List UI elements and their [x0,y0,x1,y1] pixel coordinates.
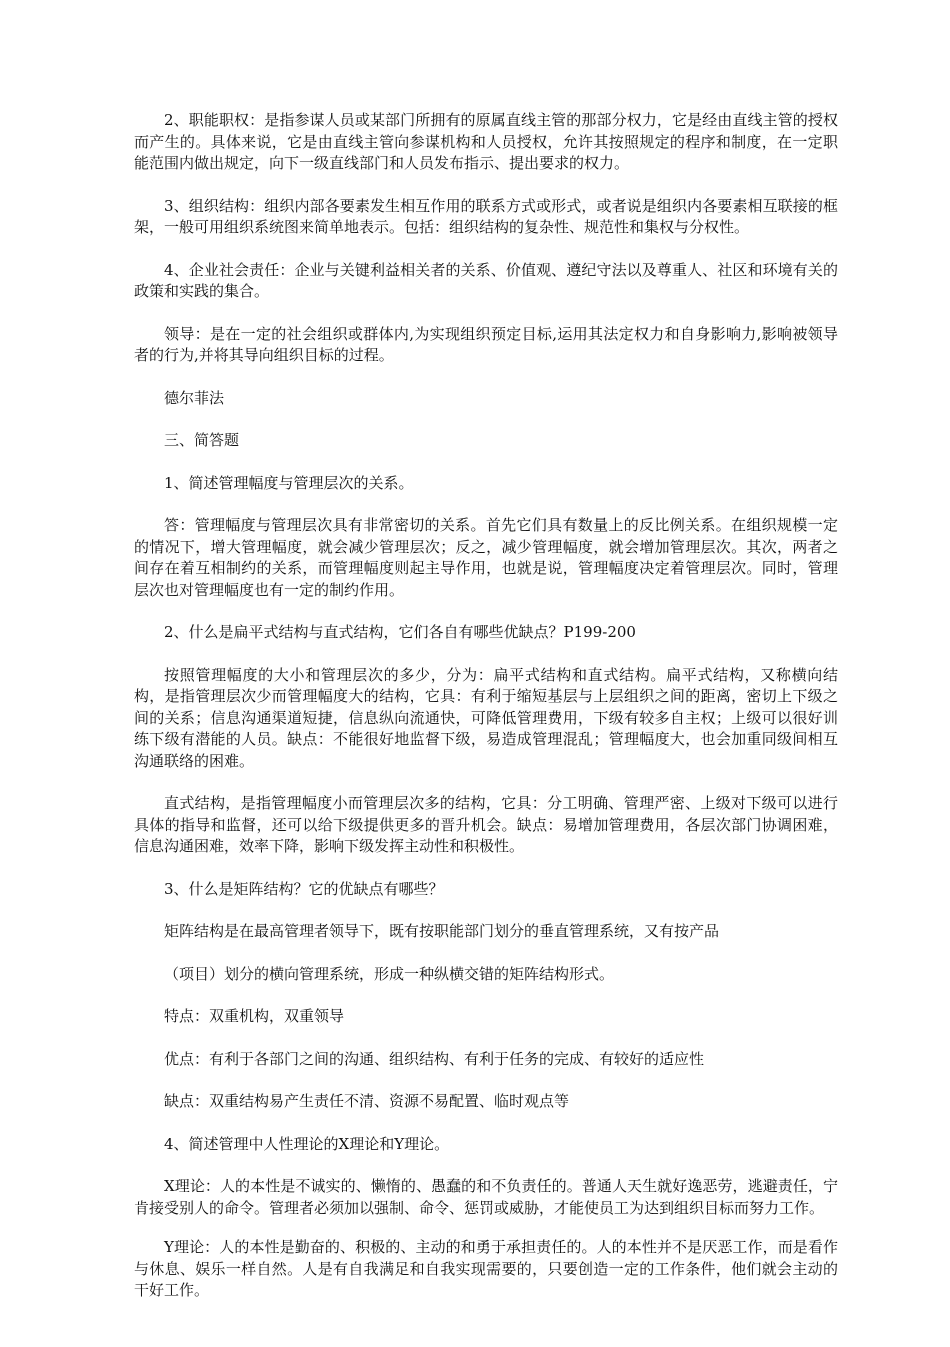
answer-3-part-1: 矩阵结构是在最高管理者领导下，既有按职能部门划分的垂直管理系统，又有按产品 [164,922,720,940]
answer-1: 答：管理幅度与管理层次具有非常密切的关系。首先它们具有数量上的反比例关系。在组织规模一定的情况下，增大管理幅度，就会减少管理层次；反之，减少管理幅度，就会增加管理层次。其次，两者之间存在着互相制约的关系，而管理幅度则起主导作用，也就是说，管理幅度决定着管理层次。同时，管理层次也对管理幅度也有一定的制约作用。 [134,516,838,599]
answer-3-features: 特点：双重机构，双重领导 [164,1007,345,1025]
answer-3-part-2: （项目）划分的横向管理系统，形成一种纵横交错的矩阵结构形式。 [164,964,615,983]
definition-functional-authority: 2、职能职权：是指参谋人员或某部门所拥有的原属直线主管的那部分权力，它是经由直线主管的授权而产生的。具体来说，它是由直线主管向参谋机构和人员授权，允许其按照规定的程序和制度，在一定职能范围内做出规定，向下一级直线部门和人员发布指示、提出要求的权力。 [134,111,838,172]
answer-2-flat-structure: 按照管理幅度的大小和管理层次的多少，分为：扁平式结构和直式结构。扁平式结构，又称横向结构，是指管理层次少而管理幅度大的结构，它具：有利于缩短基层与上层组织之间的距离，密切上下级之间的关系；信息沟通渠道短捷，信息纵向流通快，可降低管理费用，下级有较多自主权；上级可以很好训练下级有潜能的人员。缺点：不能很好地监督下级，易造成管理混乱；管理幅度大，也会加重同级间相互沟通联络的困难。 [134,665,838,770]
definition-leadership: 领导：是在一定的社会组织或群体内,为实现组织预定目标,运用其法定权力和自身影响力,影响被领导者的行为,并将其导向组织目标的过程。 [134,324,838,364]
answer-3-disadvantages: 缺点：双重结构易产生责任不清、资源不易配置、临时观点等 [164,1092,570,1110]
document-page [134,110,838,1323]
question-4: 4、简述管理中人性理论的X理论和Y理论。 [164,1134,450,1153]
definition-corporate-social-responsibility: 4、企业社会责任：企业与关键利益相关者的关系、价值观、遵纪守法以及尊重人、社区和环境有关的政策和实践的集合。 [134,260,838,300]
term-delphi-method: 德尔菲法 [164,388,225,407]
question-3: 3、什么是矩阵结构？它的优缺点有哪些？ [164,879,444,898]
section-heading-short-answer: 三、简答题 [164,431,240,449]
answer-4-theory-x: X理论：人的本性是不诚实的、懒惰的、愚蠢的和不负责任的。普通人天生就好逸恶劳，逃避责任，宁肯接受别人的命令。管理者必须加以强制、命令、惩罚或威胁，才能使员工为达到组织目标而努力工作。 [134,1177,838,1217]
answer-2-tall-structure: 直式结构，是指管理幅度小而管理层次多的结构，它具：分工明确、管理严密、上级对下级可以进行具体的指导和监督，还可以给下级提供更多的晋升机会。缺点：易增加管理费用，各层次部门协调困难，信息沟通困难，效率下降，影响下级发挥主动性和积极性。 [134,794,838,855]
answer-4-theory-y: Y理论：人的本性是勤奋的、积极的、主动的和勇于承担责任的。人的本性并不是厌恶工作，而是看作与休息、娱乐一样自然。人是有自我满足和自我实现需要的，只要创造一定的工作条件，他们就会主动的干好工作。 [134,1238,838,1299]
definition-organizational-structure: 3、组织结构：组织内部各要素发生相互作用的联系方式或形式，或者说是组织内各要素相互联接的框架，一般可用组织系统图来简单地表示。包括：组织结构的复杂性、规范性和集权与分权性。 [134,196,838,236]
question-2: 2、什么是扁平式结构与直式结构，它们各自有哪些优缺点？P199-200 [164,623,636,641]
answer-3-advantages: 优点：有利于各部门之间的沟通、组织结构、有利于任务的完成、有较好的适应性 [164,1049,705,1068]
question-1: 1、简述管理幅度与管理层次的关系。 [164,473,414,492]
